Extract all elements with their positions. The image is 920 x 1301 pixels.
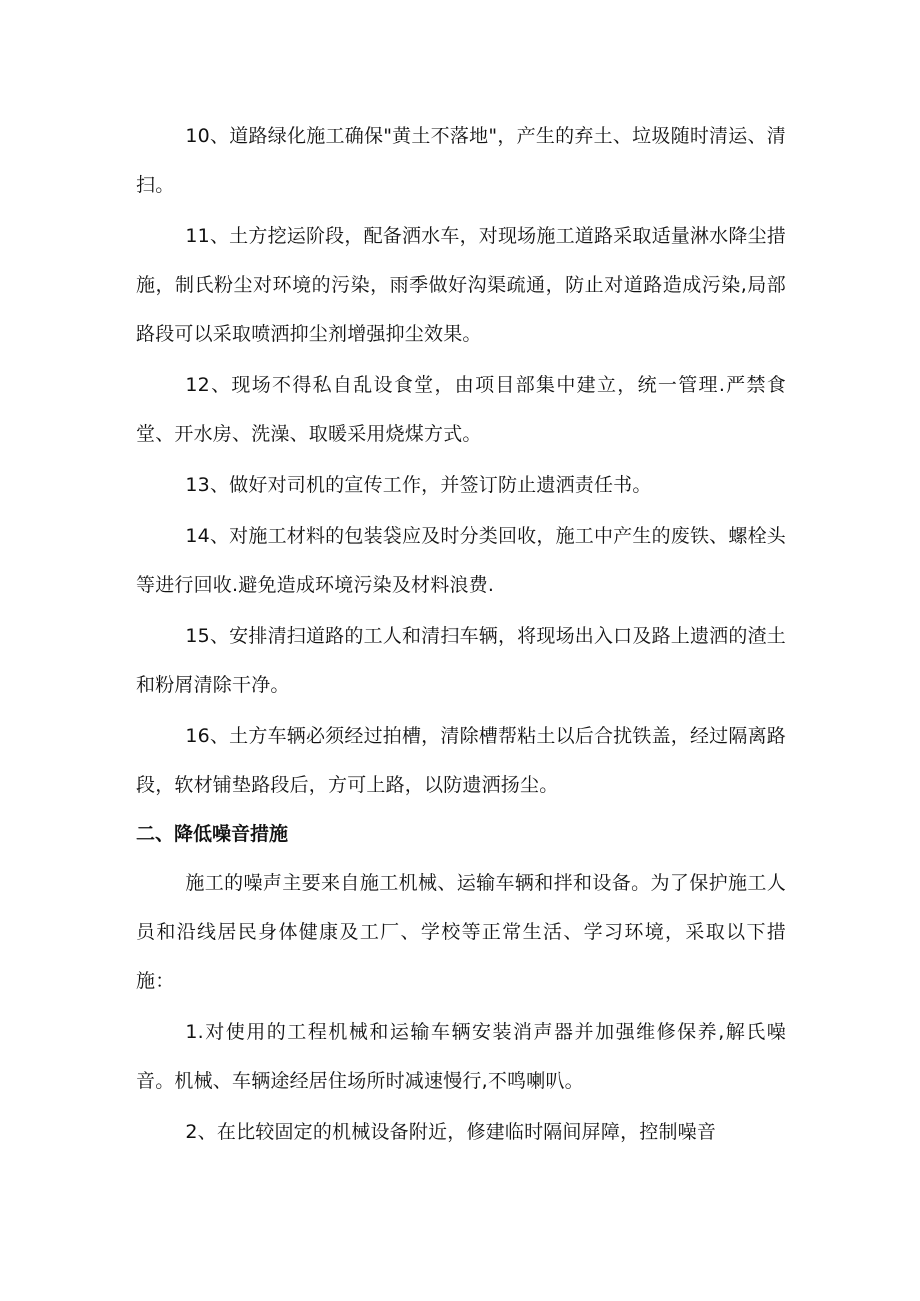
paragraph-13: 13、做好对司机的宣传工作，并签订防止遗洒责任书。 <box>185 474 652 496</box>
paragraph-12: 12、现场不得私自乱设食堂，由项目部集中建立，统一管理.严禁食堂、开水房、洗澡、取暖采用烧煤方式。 <box>136 374 786 445</box>
paragraph-16: 16、土方车辆必须经过拍槽，清除槽帮粘土以后合扰铁盖，经过隔离路段，软材铺垫路段后，方可上路，以防遗洒扬尘。 <box>136 725 786 796</box>
paragraph-noise-1: 1.对使用的工程机械和运输车辆安装消声器并加强维修保养,解氏噪音。机械、车辆途经居住场所时减速慢行,不鸣喇叭。 <box>136 1021 786 1092</box>
section-heading-noise: 二、降低噪音措施 <box>136 823 289 845</box>
paragraph-noise-intro: 施工的噪声主要来自施工机械、运输车辆和拌和设备。为了保护施工人员和沿线居民身体健康及工厂、学校等正常生活、学习环境，采取以下措施： <box>136 872 786 992</box>
paragraph-15: 15、安排清扫道路的工人和清扫车辆，将现场出入口及路上遗洒的渣土和粉屑清除干净。 <box>136 625 786 696</box>
paragraph-noise-2: 2、在比较固定的机械设备附近，修建临时隔间屏障，控制噪音 <box>185 1121 717 1143</box>
document-page <box>136 112 786 1157</box>
paragraph-10: 10、道路绿化施工确保"黄土不落地"，产生的弃土、垃圾随时清运、清扫。 <box>136 125 786 196</box>
paragraph-11: 11、土方挖运阶段，配备洒水车，对现场施工道路采取适量淋水降尘措施，制氏粉尘对环境的污染，雨季做好沟渠疏通，防止对道路造成污染,局部路段可以采取喷洒抑尘剂增强抑尘效果。 <box>136 225 786 345</box>
paragraph-14: 14、对施工材料的包装袋应及时分类回收，施工中产生的废铁、螺栓头等进行回收.避免造成环境污染及材料浪费. <box>136 525 786 596</box>
